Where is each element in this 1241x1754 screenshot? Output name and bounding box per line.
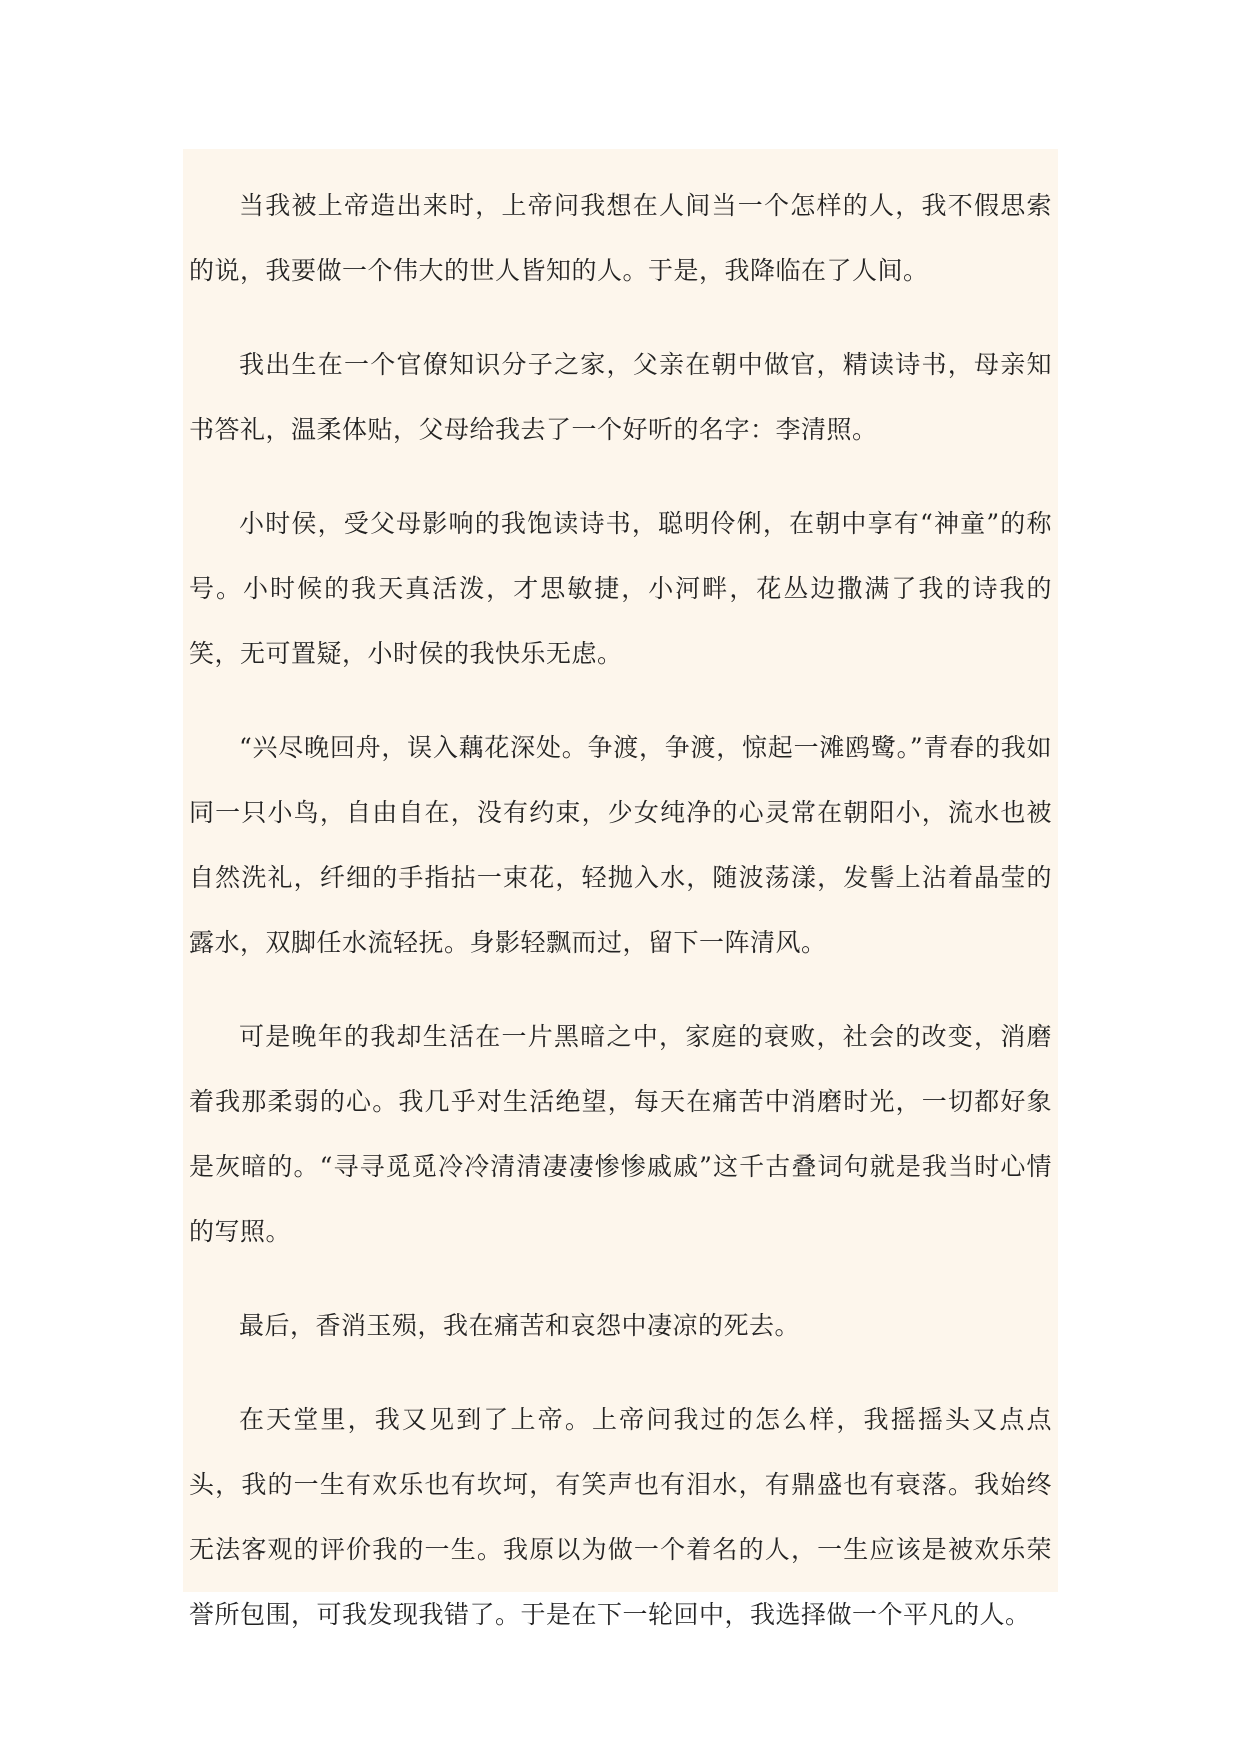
paragraph-1: 当我被上帝造出来时，上帝问我想在人间当一个怎样的人，我不假思索的说，我要做一个伟大的世人皆知的人。于是，我降临在了人间。 bbox=[189, 191, 1052, 285]
paragraph-3: 小时侯，受父母影响的我饱读诗书，聪明伶俐，在朝中享有“神童”的称号。小时候的我天真活泼，才思敏捷，小河畔，花丛边撒满了我的诗我的笑，无可置疑，小时侯的我快乐无虑。 bbox=[189, 509, 1052, 668]
paragraph-6: 最后，香消玉殒，我在痛苦和哀怨中凄凉的死去。 bbox=[239, 1311, 801, 1340]
document-body bbox=[183, 149, 1058, 1629]
paragraph-5: 可是晚年的我却生活在一片黑暗之中，家庭的衰败，社会的改变，消磨着我那柔弱的心。我几乎对生活绝望，每天在痛苦中消磨时光，一切都好象是灰暗的。“寻寻觅觅冷冷清清凄凄惨惨戚戚”这千古叠词句就是我当时心情的写照。 bbox=[189, 1022, 1052, 1246]
paragraph-7: 在天堂里，我又见到了上帝。上帝问我过的怎么样，我摇摇头又点点头，我的一生有欢乐也有坎坷，有笑声也有泪水，有鼎盛也有衰落。我始终无法客观的评价我的一生。我原以为做一个着名的人，一生应该是被欢乐荣誉所包围，可我发现我错了。于是在下一轮回中，我选择做一个平凡的人。 bbox=[189, 1405, 1052, 1629]
paragraph-2: 我出生在一个官僚知识分子之家，父亲在朝中做官，精读诗书，母亲知书答礼，温柔体贴，父母给我去了一个好听的名字：李清照。 bbox=[189, 350, 1052, 444]
paragraph-4: “兴尽晚回舟，误入藕花深处。争渡，争渡，惊起一滩鸥鹭。”青春的我如同一只小鸟，自由自在，没有约束，少女纯净的心灵常在朝阳小，流水也被自然洗礼，纤细的手指拈一束花，轻抛入水，随波荡漾，发髻上沾着晶莹的露水，双脚任水流轻抚。身影轻飘而过，留下一阵清风。 bbox=[189, 733, 1052, 957]
